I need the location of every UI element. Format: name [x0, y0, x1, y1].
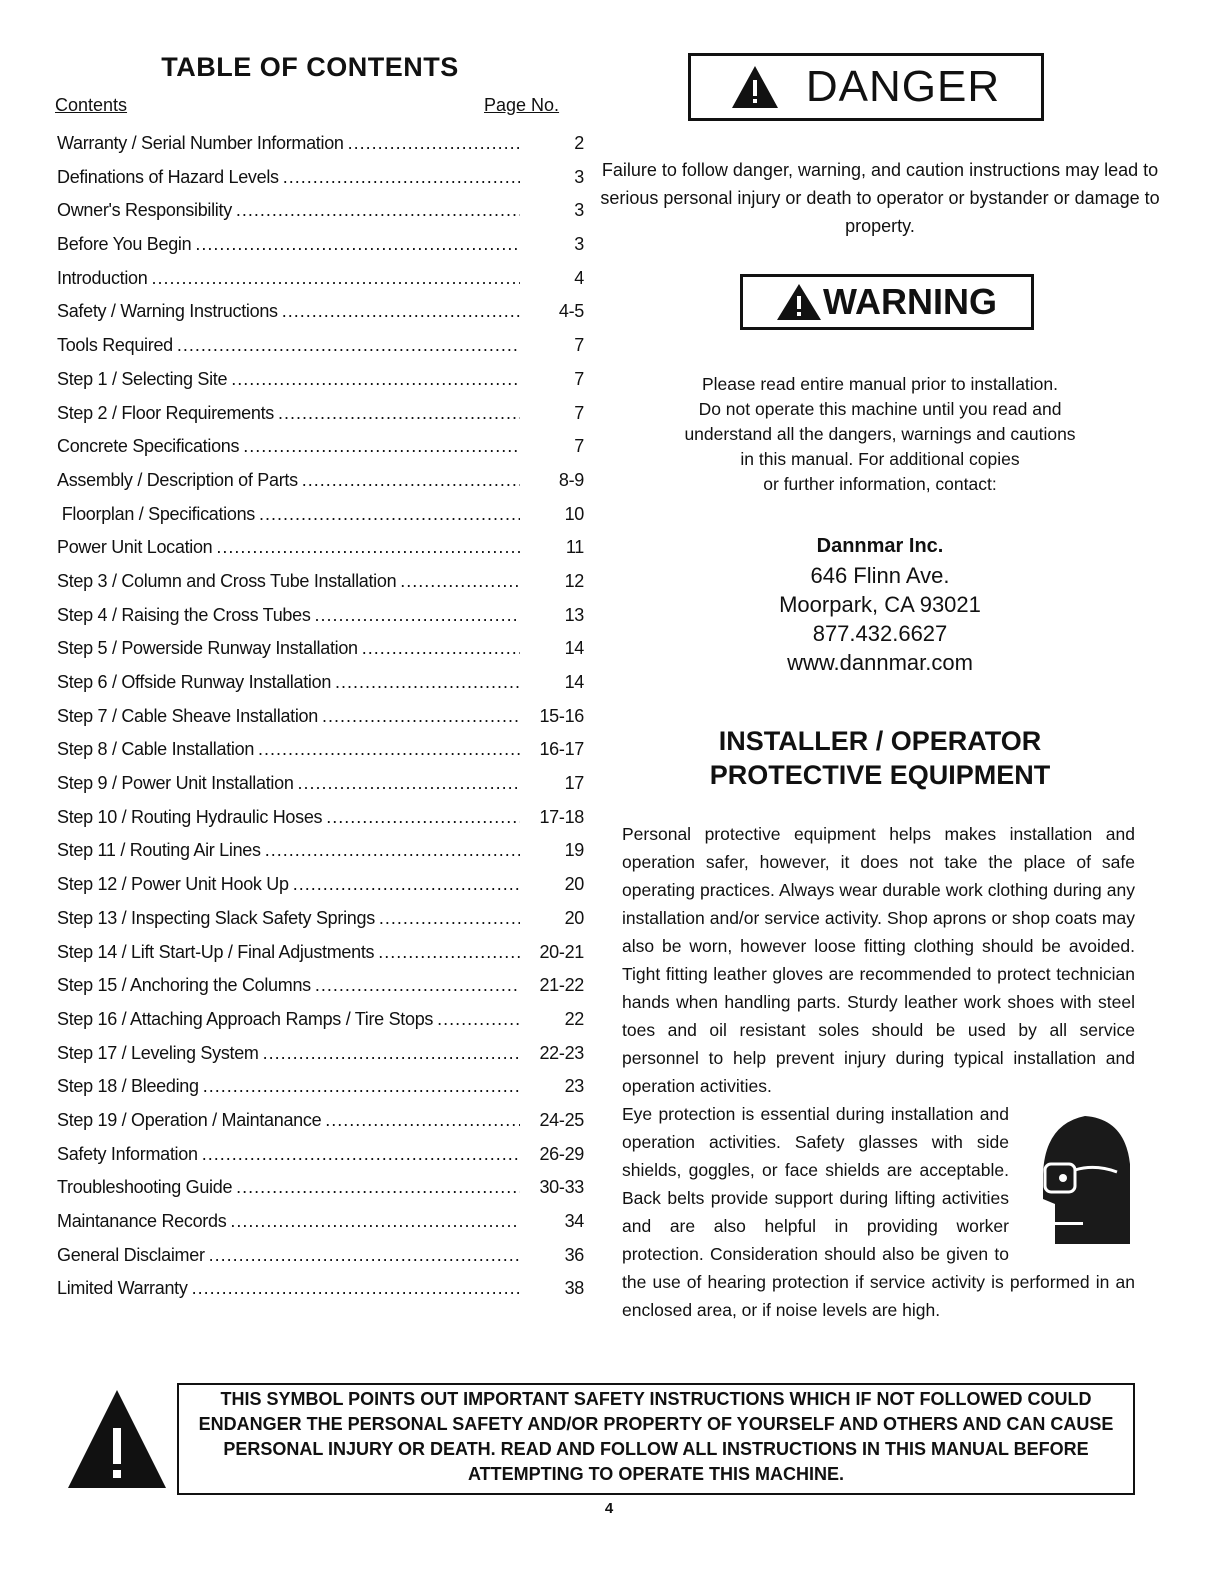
toc-entry-page: 20 [564, 907, 584, 928]
dot-leader [243, 436, 520, 457]
dot-leader [302, 470, 520, 491]
toc-entry-page: 21-22 [539, 975, 584, 996]
dot-leader [362, 638, 520, 659]
toc-entry-page: 36 [564, 1244, 584, 1265]
warning-text [600, 372, 1160, 497]
toc-entry-page: 12 [564, 570, 584, 591]
dot-leader [378, 942, 520, 963]
toc-entry[interactable] [57, 504, 584, 538]
toc-entry-label: Power Unit Location [57, 537, 213, 558]
ppe-title-line: INSTALLER / OPERATOR [718, 726, 1042, 756]
toc-entry[interactable] [57, 268, 584, 302]
ppe-title [600, 724, 1160, 792]
toc-entry-label: Step 8 / Cable Installation [57, 739, 255, 760]
toc-entry-label: Step 14 / Lift Start-Up / Final Adjustments [57, 941, 375, 962]
street-address: 646 Flinn Ave. [810, 563, 950, 588]
toc-entry[interactable] [57, 874, 584, 908]
toc-entry-page: 4 [574, 267, 584, 288]
dot-leader [195, 234, 520, 255]
toc-entry-label: Step 2 / Floor Requirements [57, 402, 275, 423]
city-address: Moorpark, CA 93021 [779, 592, 981, 617]
toc-entry-label: Step 15 / Anchoring the Columns [57, 975, 311, 996]
toc-entry-label: General Disclaimer [57, 1244, 205, 1265]
toc-entry-page: 8-9 [558, 469, 584, 490]
toc-entry[interactable] [57, 1043, 584, 1077]
toc-entry[interactable] [57, 436, 584, 470]
toc-entry[interactable] [57, 167, 584, 201]
toc-entry-page: 17-18 [539, 806, 584, 827]
toc-entry-page: 13 [564, 604, 584, 625]
warning-line: Do not operate this machine until you read and [698, 399, 1062, 419]
toc-entry-label: Concrete Specifications [57, 436, 240, 457]
dot-leader [379, 908, 520, 929]
toc-entry[interactable] [57, 605, 584, 639]
toc-entry[interactable] [57, 234, 584, 268]
toc-entry-label: Assembly / Description of Parts [57, 469, 298, 490]
toc-entry-page: 10 [564, 503, 584, 524]
toc-entry-page: 19 [564, 840, 584, 861]
toc-entry[interactable] [57, 672, 584, 706]
toc-entry-label: Step 19 / Operation / Maintanance [57, 1109, 322, 1130]
phone-number: 877.432.6627 [812, 621, 948, 646]
warning-triangle-icon [777, 284, 821, 320]
toc-entry-label: Step 13 / Inspecting Slack Safety Springs [57, 907, 375, 928]
toc-entry-page: 7 [574, 402, 584, 423]
toc-title: TABLE OF CONTENTS [161, 52, 459, 82]
dot-leader [177, 335, 520, 356]
toc-entry-page: 14 [564, 672, 584, 692]
toc-entry-label: Step 1 / Selecting Site [57, 368, 228, 389]
toc-entry-page: 14 [564, 638, 584, 659]
toc-entry-label: Safety / Warning Instructions [57, 301, 278, 322]
toc-entry-page: 30-33 [539, 1177, 584, 1198]
dot-leader [325, 1110, 520, 1131]
toc-entry-page: 15-16 [539, 705, 584, 726]
warning-line: or further information, contact: [763, 474, 997, 494]
toc-entry[interactable] [57, 1278, 584, 1312]
toc-entry-label: Floorplan / Specifications [57, 503, 256, 524]
toc-entry[interactable] [57, 975, 584, 1009]
toc-entry-label: Definations of Hazard Levels [57, 166, 279, 187]
warning-label [740, 274, 1034, 330]
toc-entry-label: Step 7 / Cable Sheave Installation [57, 705, 318, 726]
warning-triangle-icon [732, 66, 778, 108]
toc-entry[interactable] [57, 807, 584, 841]
toc-entry-page: 4-5 [558, 301, 584, 322]
toc-entry-label: Step 17 / Leveling System [57, 1042, 259, 1063]
toc-entry-page: 16-17 [539, 739, 584, 760]
toc-entry-page: 22-23 [539, 1042, 584, 1063]
contact-block [600, 532, 1160, 677]
toc-entry-page: 38 [564, 1278, 584, 1299]
dot-leader [265, 840, 520, 861]
ppe-paragraph: Eye protection is essential during installation and operation activities. Safety glasses with side shields, goggles, or face shields are acceptable. Back belts provide support during lifting activities and are also helpful in providing worker protection. Consideration should also be given to the use of hearing protection if service activity is performed in an enclosed area, or if noise levels are high. [622, 1104, 1135, 1320]
safety-notice: THIS SYMBOL POINTS OUT IMPORTANT SAFETY INSTRUCTIONS WHICH IF NOT FOLLOWED COULD ENDANGER THE PERSONAL SAFETY AND/OR PROPERTY OF YOURSELF AND OTHERS AND CAN CAUSE PERSONAL INJURY OR DEATH. READ AND FOLLOW ALL INSTRUCTIONS IN THIS MANUAL BEFORE ATTEMPTING TO OPERATE THIS MACHINE. [177, 1383, 1135, 1495]
toc-list [57, 133, 584, 1312]
danger-label [688, 53, 1044, 121]
toc-entry[interactable] [57, 403, 584, 437]
toc-entry-label: Step 11 / Routing Air Lines [57, 840, 261, 861]
toc-entry[interactable] [57, 1009, 584, 1043]
dot-leader [335, 672, 520, 693]
toc-entry-page: 23 [564, 1076, 584, 1097]
toc-entry-label: Safety Information [57, 1143, 198, 1164]
toc-entry-page: 3 [574, 234, 584, 255]
toc-entry[interactable] [57, 335, 584, 369]
dot-leader [293, 874, 520, 895]
toc-entry-page: 11 [565, 537, 584, 558]
dot-leader [437, 1009, 520, 1030]
toc-entry-label: Step 16 / Attaching Approach Ramps / Tire Stops [57, 1008, 434, 1029]
toc-entry-page: 7 [574, 368, 584, 389]
toc-entry-page: 24-25 [539, 1109, 584, 1130]
toc-entry[interactable] [57, 1144, 584, 1178]
warning-line: in this manual. For additional copies [740, 449, 1020, 469]
company-name: Dannmar Inc. [816, 535, 944, 557]
dot-leader [315, 975, 520, 996]
toc-entry[interactable] [57, 942, 584, 976]
toc-entry[interactable] [57, 470, 584, 504]
toc-entry[interactable] [57, 739, 584, 773]
dot-leader [263, 1043, 520, 1064]
dot-leader [151, 268, 520, 289]
dot-leader [282, 301, 520, 322]
warning-line: understand all the dangers, warnings and cautions [684, 424, 1076, 444]
dot-leader [216, 537, 520, 558]
toc-entry-page: 26-29 [539, 1143, 584, 1164]
toc-entry-label: Step 5 / Powerside Runway Installation [57, 638, 358, 659]
danger-text: Failure to follow danger, warning, and caution instructions may lead to serious personal injury or death to operator or bystander or damage to property. [600, 160, 1160, 236]
warning-heading: WARNING [823, 281, 997, 322]
dot-leader [258, 739, 520, 760]
dot-leader [322, 706, 520, 727]
website: www.dannmar.com [787, 650, 973, 675]
toc-page-header: Page No. [484, 95, 560, 115]
toc-entry-page: 20 [564, 874, 584, 895]
toc-entry-label: Step 4 / Raising the Cross Tubes [57, 604, 311, 625]
safety-goggles-head-icon [1025, 1104, 1135, 1254]
toc-entry-page: 7 [574, 436, 584, 457]
toc-entry-label: Step 10 / Routing Hydraulic Hoses [57, 806, 323, 827]
dot-leader [231, 369, 520, 390]
toc-entry[interactable] [57, 638, 584, 672]
toc-entry-page: 3 [574, 166, 584, 187]
toc-entry[interactable] [57, 1076, 584, 1110]
toc-entry-label: Step 18 / Bleeding [57, 1076, 199, 1097]
danger-heading: DANGER [805, 62, 1001, 111]
toc-entry[interactable] [57, 908, 584, 942]
toc-entry-label: Introduction [57, 267, 148, 288]
ppe-title-line: PROTECTIVE EQUIPMENT [709, 760, 1051, 790]
toc-entry-label: Warranty / Serial Number Information [57, 133, 344, 153]
toc-entry[interactable] [57, 840, 584, 874]
toc-entry[interactable] [57, 537, 584, 571]
toc-entry-page: 20-21 [539, 941, 584, 962]
toc-entry-label: Step 12 / Power Unit Hook Up [57, 874, 289, 895]
toc-entry-page: 17 [564, 773, 584, 794]
toc-entry[interactable] [57, 133, 584, 167]
toc-contents-header: Contents [55, 95, 128, 115]
dot-leader [192, 1278, 520, 1299]
dot-leader [203, 1076, 520, 1097]
toc-entry[interactable] [57, 369, 584, 403]
toc-entry[interactable] [57, 706, 584, 740]
toc-entry-label: Limited Warranty [57, 1278, 188, 1299]
toc-entry-page: 7 [574, 335, 584, 356]
toc-entry-page: 2 [574, 133, 584, 153]
dot-leader [259, 504, 520, 525]
dot-leader [230, 1211, 520, 1232]
toc-entry[interactable] [57, 571, 584, 605]
toc-entry-label: Troubleshooting Guide [57, 1177, 233, 1198]
toc-entry-label: Tools Required [57, 335, 173, 356]
ppe-body [622, 820, 1135, 1324]
toc-entry-label: Before You Begin [57, 234, 192, 255]
toc-entry-page: 3 [574, 200, 584, 221]
toc-entry-label: Step 3 / Column and Cross Tube Installation [57, 570, 397, 591]
toc-entry[interactable] [57, 301, 584, 335]
page-number: 4 [604, 1500, 614, 1517]
dot-leader [278, 403, 520, 424]
warning-line: Please read entire manual prior to installation. [701, 374, 1059, 394]
toc-entry[interactable] [57, 1245, 584, 1279]
dot-leader [348, 133, 520, 154]
dot-leader [298, 773, 520, 794]
toc-entry-page: 34 [564, 1211, 584, 1231]
dot-leader [326, 807, 520, 828]
safety-alert-triangle-icon [68, 1390, 166, 1488]
toc-entry[interactable] [57, 773, 584, 807]
dot-leader [236, 1177, 520, 1198]
dot-leader [209, 1245, 520, 1266]
toc-entry-label: Step 9 / Power Unit Installation [57, 773, 294, 794]
dot-leader [236, 200, 520, 221]
ppe-paragraph: Personal protective equipment helps makes installation and operation safer, however, it does not take the place of safe operating practices. Always wear durable work clothing during any installation and/or service activity. Shop aprons or shop coats may also be worn, however loose fitting clothing should be avoided. Tight fitting leather gloves are recommended to protect technician hands when handling parts. Sturdy leather work shoes with steel toes and oil resistant soles should be used by all service personnel to help prevent injury during typical installation and operation activities. [622, 824, 1135, 1096]
toc-entry-page: 22 [564, 1008, 584, 1029]
toc-entry-label: Owner's Responsibility [57, 200, 232, 221]
dot-leader [283, 167, 520, 188]
dot-leader [202, 1144, 520, 1165]
toc-entry[interactable] [57, 1110, 584, 1144]
toc-entry-label: Step 6 / Offside Runway Installation [57, 672, 332, 692]
toc-entry-label: Maintanance Records [57, 1211, 227, 1231]
toc-entry[interactable] [57, 1211, 584, 1245]
toc-entry[interactable] [57, 200, 584, 234]
dot-leader [315, 605, 520, 626]
dot-leader [400, 571, 520, 592]
toc-entry[interactable] [57, 1177, 584, 1211]
